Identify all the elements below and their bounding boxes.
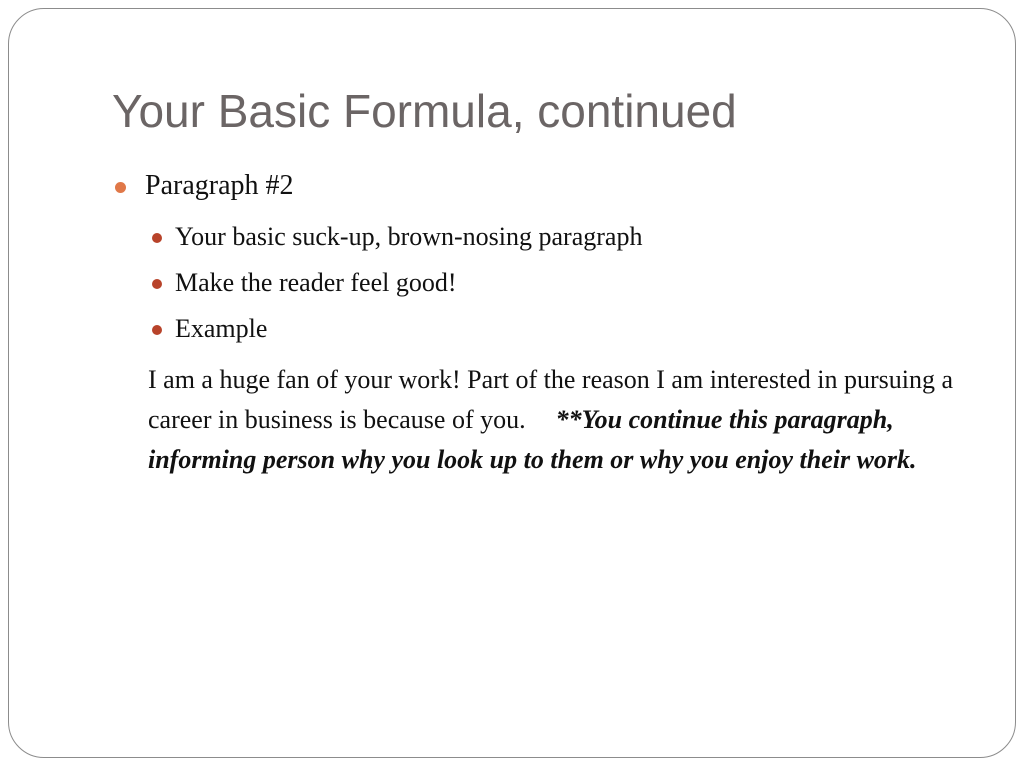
sub-bullet-example: Example [175,314,268,343]
sub-bullet-feel-good: Make the reader feel good! [175,268,457,297]
sub-bullet-dot-icon [152,233,162,243]
bullet-dot-icon [115,182,126,193]
sub-bullet-suck-up: Your basic suck-up, brown-nosing paragraph [175,222,643,251]
example-emphasis-text: **You continue this paragraph, informing person why you look up to them or why you enjoy their work. [148,405,917,474]
sub-bullet-dot-icon [152,279,162,289]
sub-bullet-dot-icon [152,325,162,335]
slide-title: Your Basic Formula, continued [112,85,737,137]
example-plain-text: I am a huge fan of your work! Part of the reason I am interested in pursuing a career in business is because of you. [148,365,954,434]
example-paragraph [148,360,968,480]
bullet-paragraph-2: Paragraph #2 [145,170,294,201]
